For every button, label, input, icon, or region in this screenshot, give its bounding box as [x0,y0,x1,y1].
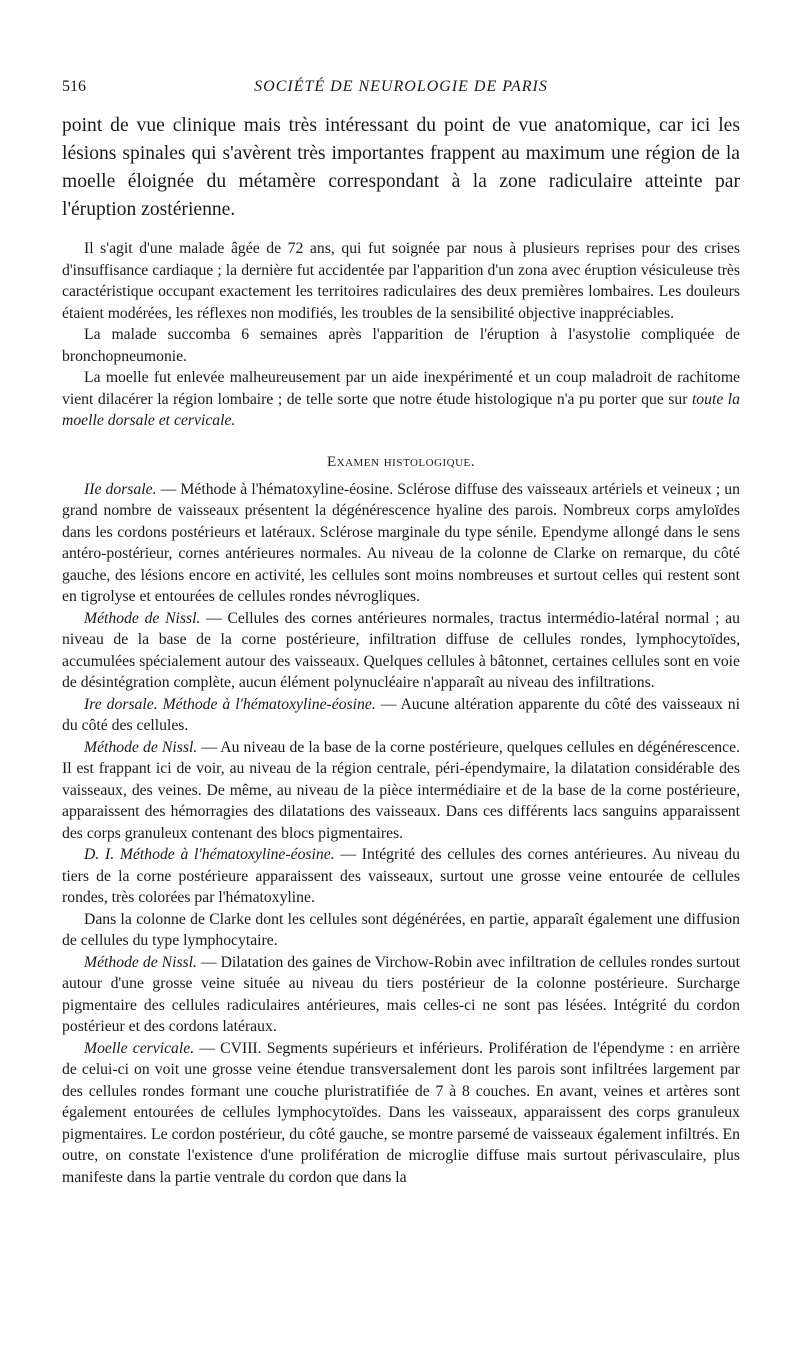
section-paragraph: IIe dorsale. — Méthode à l'hématoxyline-éosine. Sclérose diffuse des vaisseaux artériels et veineux ; un grand nombre de vaisseaux présentent la dégénérescence hyaline des parois. Nombreux corps amyloïdes dans les cordons postérieurs et latéraux. Sclérose marginale du type sénile. Ependyme allongé dans le sens antéro-postérieur, cornes antérieures normales. Au niveau de la colonne de Clarke on remarque, du côté gauche, des lésions encore en activité, les cellules sont moins nombreuses et surtout celles qui restent sont en tigrolyse et entourées de cellules rondes névrogliques. [62,480,740,605]
section-title: Examen histologique. [326,453,476,470]
section-paragraph: Dans la colonne de Clarke dont les cellules sont dégénérées, en partie, apparaît également une diffusion de cellules du type lymphocytaire. [62,910,740,949]
case-paragraph-1: Il s'agit d'une malade âgée de 72 ans, qui fut soignée par nous à plusieurs reprises pour des crises d'insuffisance cardiaque ; la dernière fut accidentée par l'apparition d'un zona avec éruption vésiculeuse très caractéristique occupant exactement les territoires radiculaires des deux premières lombaires. Les douleurs étaient modérées, les réflexes non modifiés, les troubles de la sensibilité objective inappréciables. [62,240,740,322]
section-paragraph: Méthode de Nissl. — Au niveau de la base de la corne postérieure, quelques cellules en dégénérescence. Il est frappant ici de voir, au niveau de la région centrale, péri-épendymaire, la dilatation considérable des vaisseaux, des veines. De même, au niveau de la pièce intermédiaire et de la base de la corne postérieure, apparaissent des hémorragies des dilatations des vaisseaux. Dans ces différents lacs sanguins apparaissent des corps granuleux contenant des blocs pigmentaires. [62,738,740,842]
page-number: 516 [62,78,86,95]
case-paragraph-3: La moelle fut enlevée malheureusement par un aide inexpérimenté et un coup maladroit de rachitome vient dilacérer la région lombaire ; de telle sorte que notre étude histologique n'a pu porter que sur toute la moelle dorsale et cervicale. [62,369,740,429]
section-paragraph: D. I. Méthode à l'hématoxyline-éosine. — Intégrité des cellules des cornes antérieures. Au niveau du tiers de la corne postérieure apparaissent des vaisseaux, surtout une grosse veine entourée de cellules rondes, très colorées par l'hématoxyline. [62,846,740,906]
intro-paragraph: point de vue clinique mais très intéressant du point de vue anatomique, car ici les lésions spinales qui s'avèrent très importantes frappent au maximum une région de la moelle éloignée du métamère correspondant à la zone radiculaire atteinte par l'éruption zostérienne. [62,115,740,220]
running-title: SOCIÉTÉ DE NEUROLOGIE DE PARIS [254,78,548,95]
case-paragraph-2: La malade succomba 6 semaines après l'apparition de l'éruption à l'asystolie compliquée de bronchopneumonie. [62,326,740,365]
section-paragraph: Ire dorsale. Méthode à l'hématoxyline-éosine. — Aucune altération apparente du côté des vaisseaux ni du côté des cellules. [62,695,740,734]
section-paragraph: Méthode de Nissl. — Dilatation des gaines de Virchow-Robin avec infiltration de cellules rondes surtout autour d'une grosse veine située au niveau du tiers postérieur de la colonne postérieure. Surcharge pigmentaire des cellules radiculaires antérieures, mais celles-ci ne sont pas lésées. Intégrité du cordon postérieur et des cordons latéraux. [62,953,740,1035]
running-head [62,78,740,104]
section-paragraph: Méthode de Nissl. — Cellules des cornes antérieures normales, tractus intermédio-latéral normal ; au niveau de la base de la corne postérieure, infiltration diffuse de cellules rondes, lymphocytoïdes, accumulées spécialement autour des vaisseaux. Quelques cellules à bâtonnet, certaines cellules sont en voie de désintégration complète, aucun élément polynucléaire n'apparaît au niveau des infiltrations. [62,609,740,691]
italic-phrase: toute la moelle dorsale et cervicale. [62,390,740,429]
section-paragraph: Moelle cervicale. — CVIII. Segments supérieurs et inférieurs. Prolifération de l'épendyme : en arrière de celui-ci on voit une grosse veine étendue transversalement dont les parois sont infiltrées largement par des cellules rondes formant une couche pluristratifiée de 7 à 8 couches. En avant, veines et artères sont également entourées de cellules lymphocytoïdes. Dans les vaisseaux, apparaissent des corps granuleux pigmentaires. Le cordon postérieur, du côté gauche, se montre parsemé de vaisseaux également infiltrés. En outre, on constate l'existence d'une prolifération de microglie diffuse mais surtout périvasculaire, plus manifeste dans la partie ventrale du cordon que dans la [62,1039,740,1186]
